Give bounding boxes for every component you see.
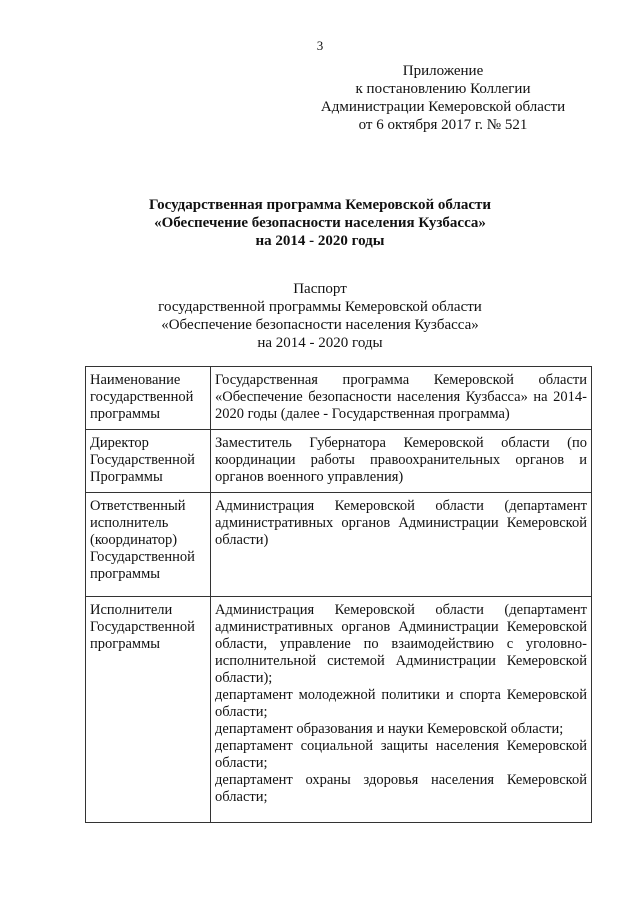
appendix-block <box>313 62 573 134</box>
passport-heading-line: Паспорт <box>293 281 347 297</box>
row-label: Ответственный исполнитель (координатор) Государственной программы <box>86 493 211 597</box>
row-value-list <box>211 597 592 823</box>
table-row <box>86 493 592 597</box>
program-title <box>0 196 640 250</box>
passport-heading-line: на 2014 - 2020 годы <box>257 335 383 351</box>
passport-heading <box>0 280 640 352</box>
row-label: Исполнители Государственной программы <box>86 597 211 823</box>
passport-heading-line: государственной программы Кемеровской области <box>158 299 482 315</box>
passport-table <box>85 366 592 823</box>
row-value: Администрация Кемеровской области (департамент административных органов Администрации Кемеровской области) <box>211 493 592 597</box>
program-title-line: Государственная программа Кемеровской области <box>148 197 492 213</box>
executor-item: департамент социальной защиты населения Кемеровской области; <box>215 738 587 771</box>
passport-heading-line: «Обеспечение безопасности населения Кузбасса» <box>161 317 479 333</box>
table-row <box>86 430 592 493</box>
executor-item: Администрация Кемеровской области (департамент административных органов Администрации Кемеровской области, управление по взаимодействию с уголовно-исполнительной системой Администрации Кемеровской области); <box>215 602 587 686</box>
appendix-line: к постановлению Коллегии <box>355 81 531 97</box>
appendix-line: Приложение <box>402 63 484 79</box>
executor-item: департамент молодежной политики и спорта Кемеровской области; <box>215 687 587 720</box>
table-row <box>86 367 592 430</box>
row-value: Заместитель Губернатора Кемеровской области (по координации работы правоохранительных органов и органов военного управления) <box>211 430 592 493</box>
row-label: Наименование государственной программы <box>86 367 211 430</box>
program-title-line: на 2014 - 2020 годы <box>255 233 385 249</box>
page-number: 3 <box>316 38 324 53</box>
executor-item: департамент охраны здоровья населения Кемеровской области; <box>215 772 587 805</box>
program-title-line: «Обеспечение безопасности населения Кузбасса» <box>154 215 486 231</box>
executor-item: департамент образования и науки Кемеровской области; <box>215 721 564 737</box>
row-value: Государственная программа Кемеровской области «Обеспечение безопасности населения Кузбасса» на 2014-2020 годы (далее - Государственная программа) <box>211 367 592 430</box>
row-label: Директор Государственной Программы <box>86 430 211 493</box>
appendix-line: от 6 октября 2017 г. № 521 <box>358 117 528 133</box>
table-row <box>86 597 592 823</box>
appendix-line: Администрации Кемеровской области <box>320 99 566 115</box>
